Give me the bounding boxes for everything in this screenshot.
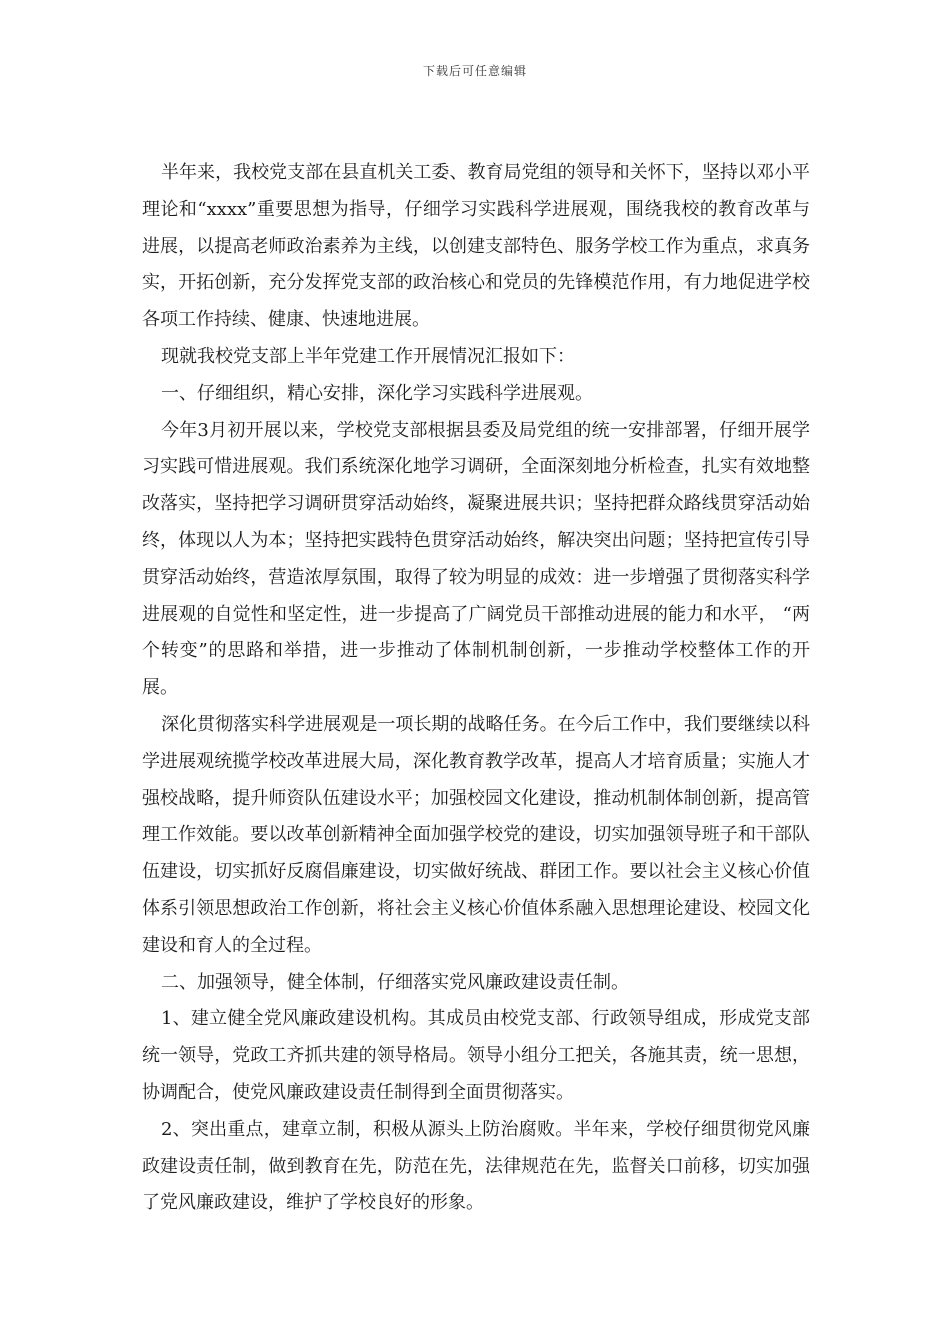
section-heading-1: 一、仔细组织，精心安排，深化学习实践科学进展观。 bbox=[161, 382, 593, 404]
page-header: 下载后可任意编辑 bbox=[422, 64, 527, 78]
paragraph-item-2: 2、突出重点，建章立制，积极从源头上防治腐败。半年来，学校仔细贯彻党风廉政建设责任制，做到教育在先，防范在先，法律规范在先，监督关口前移，切实加强了党风廉政建设，维护了学校良好的形象。 bbox=[142, 1118, 810, 1214]
paragraph-item-1: 1、建立健全党风廉政建设机构。其成员由校党支部、行政领导组成，形成党支部统一领导，党政工齐抓共建的领导格局。领导小组分工把关，各施其责，统一思想，协调配合，使党风廉政建设责任制得到全面贯彻落实。 bbox=[142, 1008, 810, 1103]
paragraph-section-1-body: 今年3月初开展以来，学校党支部根据县委及局党组的统一安排部署，仔细开展学习实践可惜进展观。我们系统深化地学习调研，全面深刻地分析检查，扎实有效地整改落实，坚持把学习调研贯穿活动始终，凝聚进展共识；坚持把群众路线贯穿活动始终，体现以人为本；坚持把实践特色贯穿活动始终，解决突出问题；坚持把宣传引导贯穿活动始终，营造浓厚氛围，取得了较为明显的成效：进一步增强了贯彻落实科学进展观的自觉性和坚定性，进一步提高了广阔党员干部推动进展的能力和水平， “两个转变”的思路和举措，进一步推动了体制机制创新，一步推动学校整体工作的开展。 bbox=[142, 419, 810, 699]
section-heading-2: 二、加强领导，健全体制，仔细落实党风廉政建设责任制。 bbox=[161, 971, 629, 993]
paragraph-report-lead: 现就我校党支部上半年党建工作开展情况汇报如下： bbox=[161, 345, 575, 367]
document-body bbox=[142, 155, 810, 1222]
paragraph-section-1-future: 深化贯彻落实科学进展观是一项长期的战略任务。在今后工作中，我们要继续以科学进展观统揽学校改革进展大局，深化教育教学改革，提高人才培育质量；实施人才强校战略，提升师资队伍建设水平；加强校园文化建设，推动机制体制创新，提高管理工作效能。要以改革创新精神全面加强学校党的建设，切实加强领导班子和干部队伍建设，切实抓好反腐倡廉建设，切实做好统战、群团工作。要以社会主义核心价值体系引领思想政治工作创新，将社会主义核心价值体系融入思想理论建设、校园文化建设和育人的全过程。 bbox=[142, 713, 810, 956]
paragraph-intro: 半年来，我校党支部在县直机关工委、教育局党组的领导和关怀下，坚持以邓小平理论和“xxxx”重要思想为指导，仔细学习实践科学进展观，围绕我校的教育改革与进展，以提高老师政治素养为主线，以创建支部特色、服务学校工作为重点，求真务实，开拓创新，充分发挥党支部的政治核心和党员的先锋模范作用，有力地促进学校各项工作持续、健康、快速地进展。 bbox=[142, 162, 810, 331]
